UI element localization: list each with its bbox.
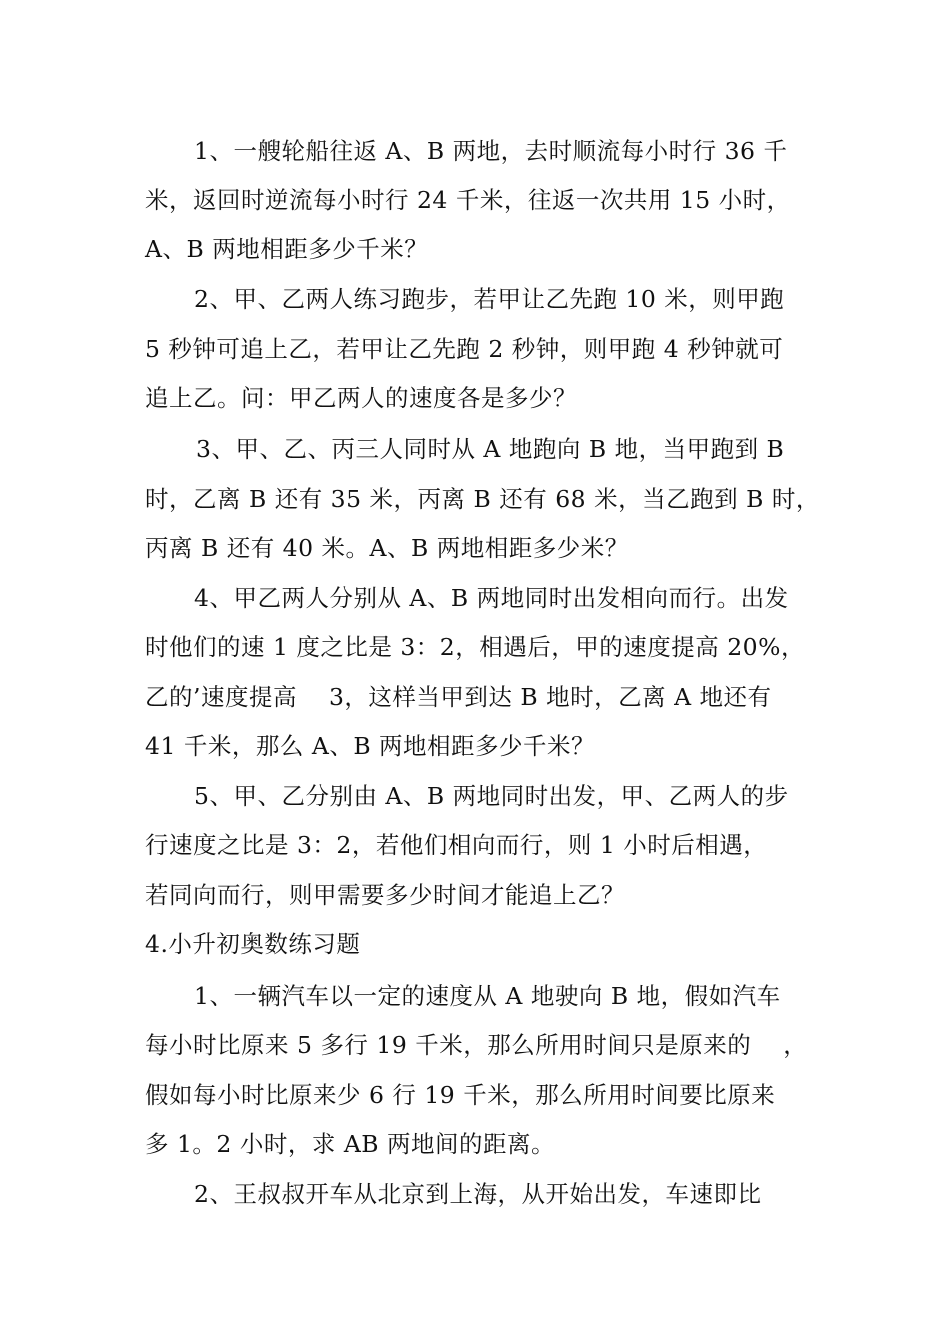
- problem-1-line-1: 1、一艘轮船往返 A、B 两地，去时顺流每小时行 36 千: [194, 137, 788, 165]
- problem-2-line-1: 2、甲、乙两人练习跑步，若甲让乙先跑 10 米，则甲跑: [194, 285, 785, 313]
- problem-5-line-2: 行速度之比是 3：2，若他们相向而行，则 1 小时后相遇，: [145, 831, 768, 859]
- section2-problem-1-line-1: 1、一辆汽车以一定的速度从 A 地驶向 B 地，假如汽车: [194, 982, 781, 1010]
- problem-3-line-1: 3、甲、乙、丙三人同时从 A 地跑向 B 地，当甲跑到 B: [196, 435, 785, 463]
- problem-3-line-3: 丙离 B 还有 40 米。A、B 两地相距多少米？: [145, 534, 629, 562]
- section2-problem-1-line-3: 假如每小时比原来少 6 行 19 千米，那么所用时间要比原来: [145, 1081, 776, 1109]
- problem-4-line-1: 4、甲乙两人分别从 A、B 两地同时出发相向而行。出发: [194, 584, 789, 612]
- problem-1-line-2: 米，返回时逆流每小时行 24 千米，往返一次共用 15 小时，: [145, 186, 791, 214]
- problem-4-line-2: 时他们的速 1 度之比是 3：2，相遇后，甲的速度提高 20%，: [145, 633, 805, 661]
- problem-4-line-3: 乙的’速度提高 3，这样当甲到达 B 地时，乙离 A 地还有: [145, 683, 772, 711]
- problem-4-line-4: 41 千米，那么 A、B 两地相距多少千米？: [145, 732, 596, 760]
- section2-problem-2-line-1: 2、王叔叔开车从北京到上海，从开始出发，车速即比: [194, 1180, 762, 1208]
- section2-problem-1-line-4: 多 1。2 小时，求 AB 两地间的距离。: [145, 1130, 556, 1158]
- problem-3-line-2: 时，乙离 B 还有 35 米，丙离 B 还有 68 米，当乙跑到 B 时，: [145, 485, 820, 513]
- problem-1-line-3: A、B 两地相距多少千米？: [145, 235, 429, 263]
- problem-5-line-3: 若同向而行，则甲需要多少时间才能追上乙？: [145, 881, 625, 909]
- section-heading: 4.小升初奥数练习题: [145, 930, 361, 958]
- problem-2-line-3: 追上乙。问：甲乙两人的速度各是多少？: [145, 384, 577, 412]
- problem-5-line-1: 5、甲、乙分别由 A、B 两地同时出发，甲、乙两人的步: [194, 782, 789, 810]
- problem-2-line-2: 5 秒钟可追上乙，若甲让乙先跑 2 秒钟，则甲跑 4 秒钟就可: [145, 335, 784, 363]
- section2-problem-1-line-2: 每小时比原来 5 多行 19 千米，那么所用时间只是原来的 ，: [145, 1031, 808, 1059]
